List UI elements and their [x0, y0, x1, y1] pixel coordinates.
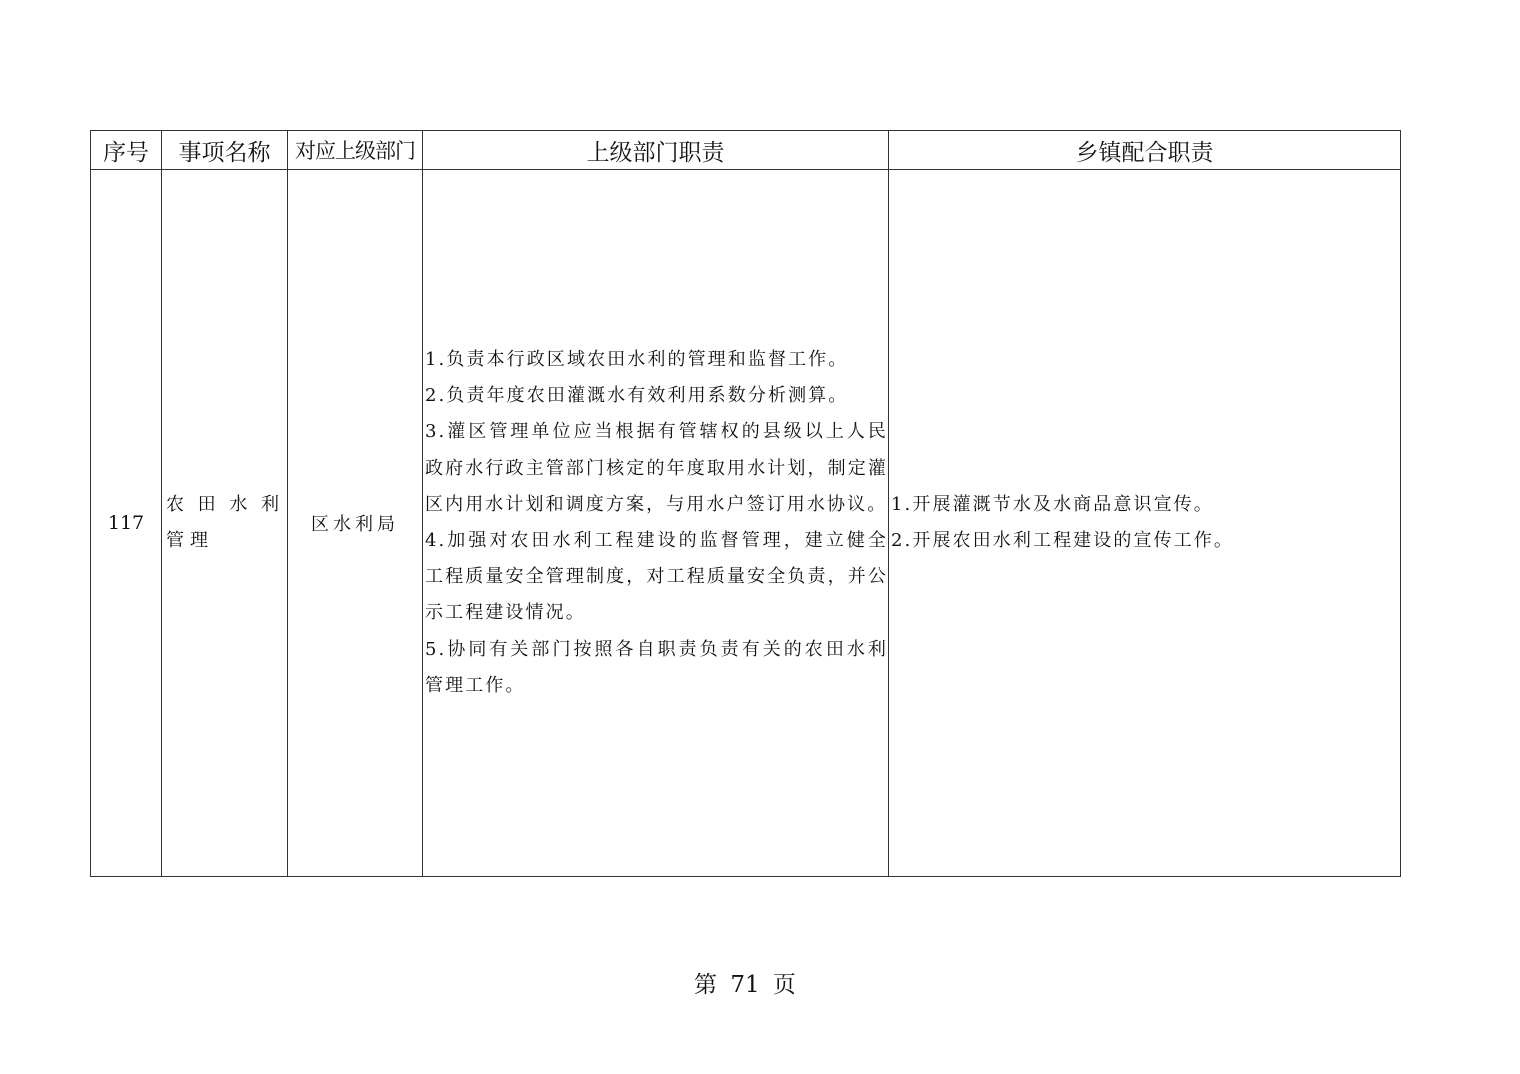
row-upper-dept: 区水利局 — [288, 170, 423, 877]
header-index: 序号 — [91, 131, 162, 170]
duties-table — [90, 130, 1401, 877]
row-index: 117 — [91, 170, 162, 877]
page-number: 第 71 页 — [694, 972, 796, 998]
header-township-duties: 乡镇配合职责 — [889, 131, 1401, 170]
upper-duty-item: 4.加强对农田水利工程建设的监督管理，建立健全工程质量安全管理制度，对工程质量安全负责，并公示工程建设情况。 — [425, 530, 888, 624]
table-header-row — [91, 131, 1401, 170]
header-upper-duties: 上级部门职责 — [423, 131, 889, 170]
table-row — [91, 170, 1401, 877]
upper-duty-item: 5.协同有关部门按照各自职责负责有关的农田水利管理工作。 — [425, 638, 888, 696]
header-item-name: 事项名称 — [162, 131, 288, 170]
row-upper-duties — [423, 170, 889, 877]
header-upper-dept: 对应上级部门 — [288, 131, 423, 170]
upper-duty-item: 2.负责年度农田灌溉水有效利用系数分析测算。 — [425, 385, 849, 407]
row-township-duties — [889, 170, 1401, 877]
township-duty-item: 1.开展灌溉节水及水商品意识宣传。 — [891, 494, 1214, 515]
row-item-name: 农田水利管理 — [162, 170, 288, 877]
township-duty-item: 2.开展农田水利工程建设的宣传工作。 — [891, 530, 1234, 551]
upper-duty-item: 1.负责本行政区域农田水利的管理和监督工作。 — [425, 348, 849, 370]
upper-duty-item: 3.灌区管理单位应当根据有管辖权的县级以上人民政府水行政主管部门核定的年度取用水计划，制定灌区内用水计划和调度方案，与用水户签订用水协议。 — [425, 421, 888, 515]
